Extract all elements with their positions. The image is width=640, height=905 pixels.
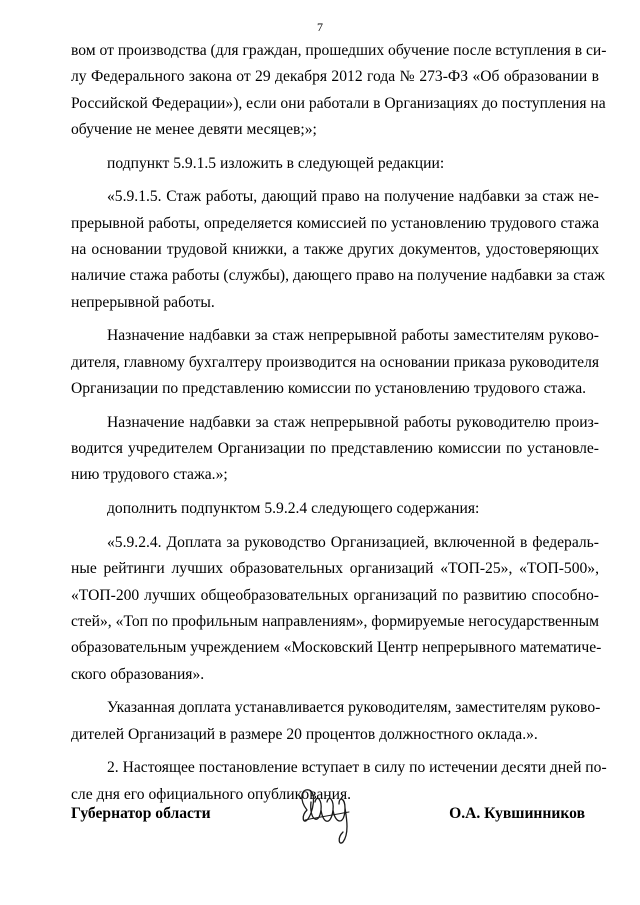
paragraph-gap bbox=[71, 688, 599, 696]
paragraph bbox=[71, 38, 607, 143]
text-line: сле дня его официального опубликования. bbox=[71, 785, 352, 803]
paragraph bbox=[71, 695, 599, 748]
text-line: лу Федерального закона от 29 декабря 2012 года № 273-ФЗ «Об образовании в bbox=[71, 68, 599, 86]
paragraph bbox=[71, 410, 599, 489]
text-line: Российской Федерации»), если они работали в Организациях до поступления на bbox=[71, 94, 606, 112]
text-line: дителей Организаций в размере 20 процентов должностного оклада.». bbox=[71, 725, 538, 743]
text-line: обучение не менее девяти месяцев;»; bbox=[71, 120, 317, 138]
text-line: «ТОП-200 лучших общеобразовательных организаций по развитию способно- bbox=[71, 586, 599, 604]
text-line: Назначение надбавки за стаж непрерывной работы руководителю произ- bbox=[107, 413, 599, 431]
paragraph-gap bbox=[71, 316, 599, 324]
text-line: ные рейтинги лучших образовательных организаций «ТОП-25», «ТОП-500», bbox=[71, 560, 599, 578]
text-line: дителя, главному бухгалтеру производится на основании приказа руководителя bbox=[71, 353, 600, 371]
page-number: 7 bbox=[317, 20, 323, 34]
paragraph-gap bbox=[71, 402, 599, 410]
signatory-name: О.А. Кувшинников bbox=[449, 805, 585, 822]
document-body bbox=[71, 38, 607, 808]
signature-block bbox=[71, 780, 599, 850]
paragraph-gap bbox=[71, 748, 599, 756]
text-line: непрерывной работы. bbox=[71, 293, 215, 311]
text-line: нию трудового стажа.»; bbox=[71, 466, 228, 484]
paragraph-gap bbox=[71, 523, 599, 531]
text-line: «5.9.1.5. Стаж работы, дающий право на получение надбавки за стаж не- bbox=[107, 188, 599, 206]
text-line: водится учредителем Организации по представлению комиссии по установле- bbox=[71, 440, 599, 458]
text-line: стей», «Топ по профильным направлениям», формируемые негосударственным bbox=[71, 612, 599, 630]
paragraph bbox=[71, 496, 599, 522]
text-line: Назначение надбавки за стаж непрерывной работы заместителям руково- bbox=[107, 327, 599, 345]
paragraph-gap bbox=[71, 177, 599, 185]
paragraph-gap bbox=[71, 143, 599, 151]
text-line: вом от производства (для граждан, прошедших обучение после вступления в си- bbox=[71, 42, 607, 59]
text-line: Организации по представлению комиссии по установлению трудового стажа. bbox=[71, 380, 587, 398]
text-line: Указанная доплата устанавливается руководителям, заместителям руково- bbox=[107, 699, 601, 717]
paragraph bbox=[71, 184, 605, 315]
signatory-position: Губернатор области bbox=[71, 805, 211, 822]
handwritten-signature bbox=[293, 780, 359, 846]
paragraph bbox=[71, 323, 599, 402]
paragraph bbox=[71, 151, 599, 177]
text-line: наличие стажа работы (службы), дающего право на получение надбавки за стаж bbox=[71, 267, 605, 285]
text-line: дополнить подпунктом 5.9.2.4 следующего содержания: bbox=[107, 500, 480, 518]
text-line: 2. Настоящее постановление вступает в силу по истечении десяти дней по- bbox=[107, 759, 607, 777]
text-line: ского образования». bbox=[71, 665, 205, 683]
text-line: прерывной работы, определяется комиссией по установлению трудового стажа bbox=[71, 214, 599, 232]
text-line: на основании трудовой книжки, а также других документов, удостоверяющих bbox=[71, 241, 599, 259]
paragraph-gap bbox=[71, 489, 599, 497]
paragraph bbox=[71, 530, 602, 688]
text-line: «5.9.2.4. Доплата за руководство Организацией, включенной в федераль- bbox=[107, 534, 599, 552]
text-line: подпункт 5.9.1.5 изложить в следующей редакции: bbox=[107, 154, 445, 172]
text-line: образовательным учреждением «Московский Центр непрерывного математиче- bbox=[71, 639, 602, 657]
